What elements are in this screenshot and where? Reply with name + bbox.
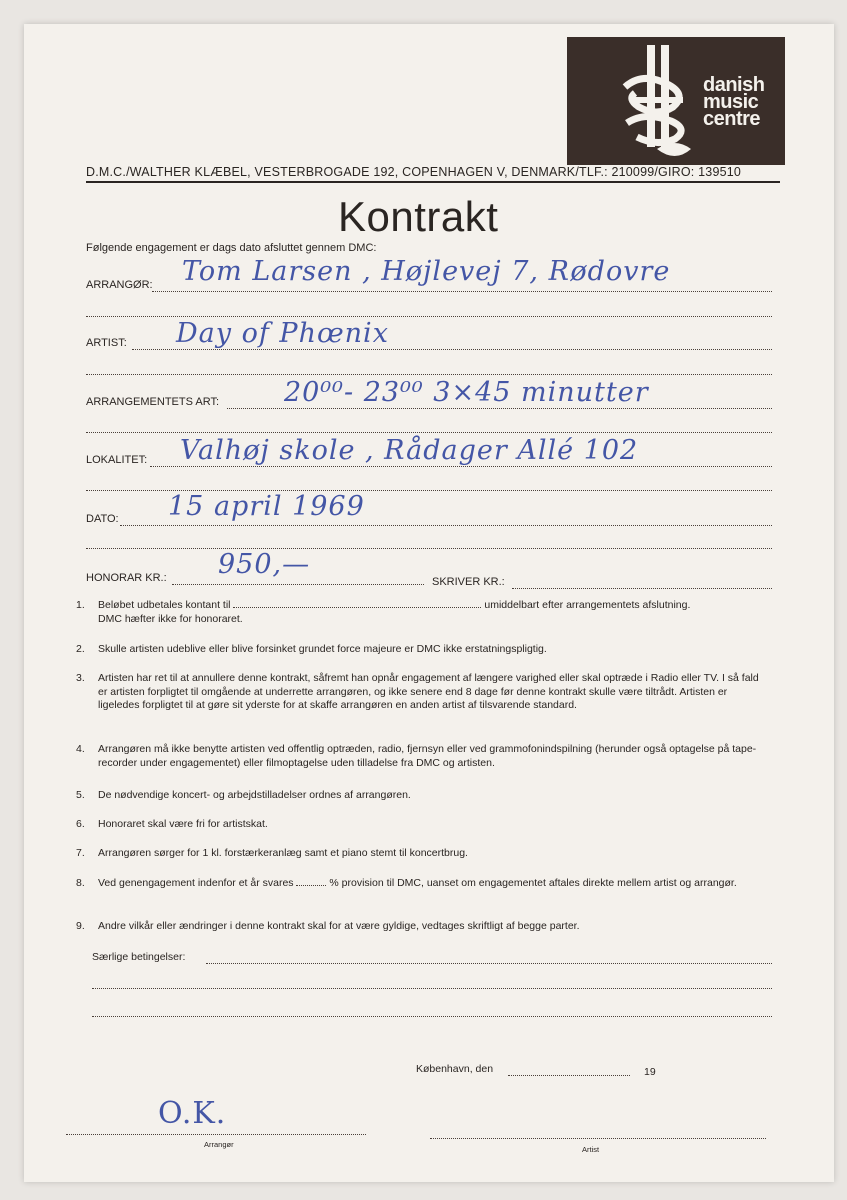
art-label: ARRANGEMENTETS ART: (86, 396, 220, 408)
special-conditions-label: Særlige betingelser: (92, 951, 186, 963)
term-1-text-b: umiddelbart efter arrangementets afslutning. (484, 599, 691, 611)
artist-signature-label: Artist (582, 1145, 600, 1154)
term-number: 1. (76, 599, 85, 611)
arrangor-value: Tom Larsen , Højlevej 7, Rødovre (182, 256, 671, 287)
term-7: Arrangøren sørger for 1 kl. forstærkeranlæg samt et piano stemt til koncertbrug. (98, 847, 468, 859)
term-number: 7. (76, 847, 85, 859)
skriver-label: SKRIVER KR.: (432, 576, 505, 588)
honorar-label: HONORAR KR.: (86, 572, 167, 584)
term-8-text-a: Ved genengagement indenfor et år svares (98, 877, 294, 889)
page-title: Kontrakt (338, 193, 499, 240)
provision-line (296, 885, 326, 886)
artist-value: Day of Phœnix (176, 318, 389, 349)
art-line (227, 408, 772, 409)
honorar-value: 950,— (218, 549, 311, 580)
term-number: 6. (76, 818, 85, 830)
term-number: 9. (76, 920, 85, 932)
term-8 (98, 877, 770, 891)
term-number: 2. (76, 643, 85, 655)
term-5: De nødvendige koncert- og arbejdstilladelser ordnes af arrangøren. (98, 789, 411, 801)
city-date-line (508, 1075, 630, 1076)
artist-label: ARTIST: (86, 337, 127, 349)
logo-wordmark (703, 74, 765, 130)
term-1 (98, 599, 770, 626)
term-1-text-c: DMC hæfter ikke for honoraret. (98, 612, 243, 625)
term-1-text-a: Beløbet udbetales kontant til (98, 599, 231, 611)
term-9: Andre vilkår eller ændringer i denne kontrakt skal for at være gyldige, vedtages skriftligt af begge parter. (98, 920, 580, 932)
year-prefix: 19 (644, 1066, 656, 1078)
arrangor-label: ARRANGØR: (86, 279, 153, 291)
art-line-2 (86, 432, 772, 433)
term-8-text-b: % provision til DMC, uanset om engagementet aftales direkte mellem artist og arrangør. (329, 877, 737, 889)
term-number: 3. (76, 672, 85, 684)
term-4: Arrangøren må ikke benytte artisten ved offentlig optræden, radio, fjernsyn eller ved grammofonindspilning (herunder også optagelse på tape-recorder under engagementet) eller filmoptagelse uden tilladelse fra DMC og artisten. (98, 743, 757, 769)
art-value: 20⁰⁰- 23⁰⁰ 3×45 minutter (284, 377, 649, 408)
dato-label: DATO: (86, 513, 119, 525)
arranger-signature-line (66, 1134, 366, 1135)
arrangor-line (152, 291, 772, 292)
lokalitet-value: Valhøj skole , Rådager Allé 102 (180, 435, 639, 466)
lokalitet-line (150, 466, 772, 467)
special-conditions-line-3 (92, 1016, 772, 1017)
dato-line (120, 525, 772, 526)
skriver-line (512, 588, 772, 589)
intro-text: Følgende engagement er dags dato afsluttet gennem DMC: (86, 242, 377, 254)
term-2: Skulle artisten udeblive eller blive forsinket grundet force majeure er DMC ikke erstatningspligtig. (98, 643, 547, 655)
logo-line: music (703, 91, 759, 113)
payee-line (233, 607, 481, 608)
artist-signature-line (430, 1138, 766, 1139)
arranger-signature-label: Arrangør (204, 1140, 234, 1149)
dato-line-2 (86, 548, 772, 549)
special-conditions-line (206, 963, 772, 964)
logo-line: danish (703, 74, 765, 96)
arrangor-line-2 (86, 316, 772, 317)
term-number: 8. (76, 877, 85, 889)
handwritten-signature: O.K. (158, 1096, 227, 1131)
city-date-label: København, den (416, 1063, 494, 1075)
special-conditions-line-2 (92, 988, 772, 989)
term-6: Honoraret skal være fri for artistskat. (98, 818, 268, 830)
lokalitet-label: LOKALITET: (86, 454, 148, 466)
term-number: 5. (76, 789, 85, 801)
dmc-logo (567, 37, 785, 165)
dato-value: 15 april 1969 (168, 491, 365, 522)
term-number: 4. (76, 743, 85, 755)
letterhead-address: D.M.C./WALTHER KLÆBEL, VESTERBROGADE 192, COPENHAGEN V, DENMARK/TLF.: 210099/GIRO: 139510 (86, 165, 780, 183)
honorar-line (172, 584, 424, 585)
artist-line (132, 349, 772, 350)
term-3: Artisten har ret til at annullere denne kontrakt, såfremt han opnår engagement af længere varighed eller skal optræde i Radio eller TV. I så fald er artisten forpligtet til omgående at underrette arrangøren, og ikke senere end 8 dage før denne kontrakt skulle være tiltrådt. Artisten er ligeledes forpligtet til at gøre sit yderste for at skaffe arrangøren en anden artist af tilsvarende standard. (98, 672, 759, 711)
artist-line-2 (86, 374, 772, 375)
logo-line: centre (703, 108, 761, 130)
